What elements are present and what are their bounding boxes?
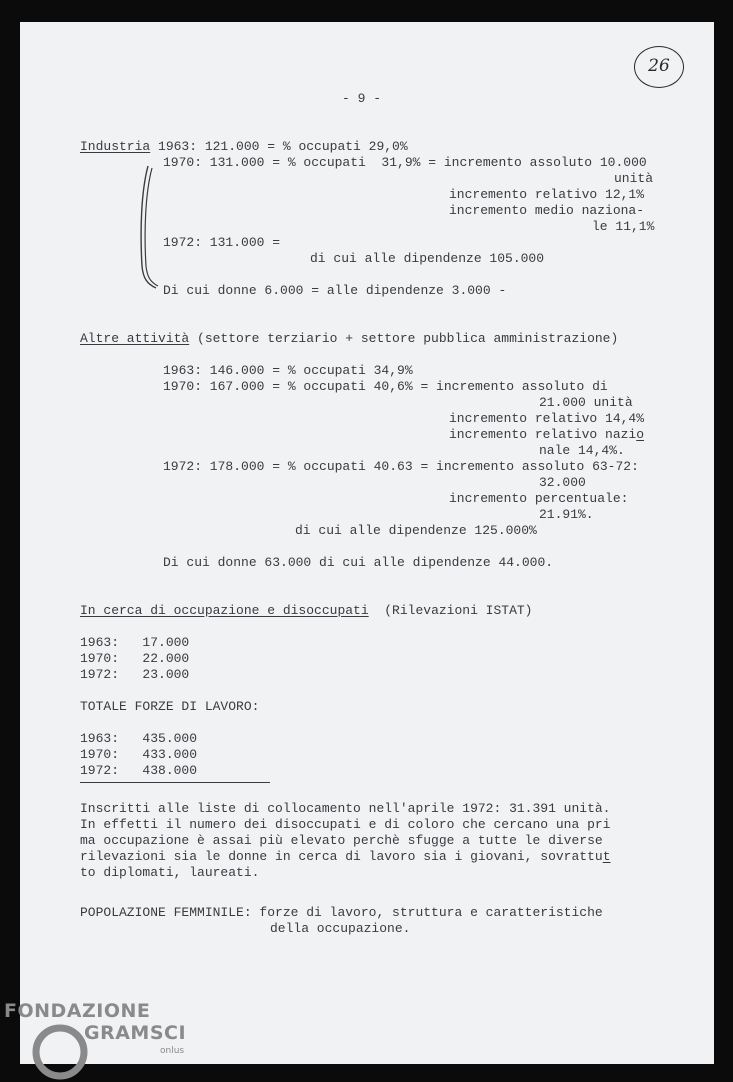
altre-nazionale-value: nale 14,4%. <box>539 443 625 458</box>
archive-stamp: 26 <box>634 46 684 88</box>
ricerca-heading <box>80 603 532 619</box>
ricerca-row: 1970: 22.000 <box>80 651 190 666</box>
altre-donne: Di cui donne 63.000 di cui alle dipendenze 44.000. <box>163 555 554 570</box>
paragraph-line-4: rilevazioni sia le donne in cerca di lavoro sia i giovani, sovrattut <box>80 849 611 864</box>
industria-label: Industria <box>80 139 151 154</box>
industria-incremento-medio: incremento medio naziona- <box>449 203 645 218</box>
ricerca-label: In cerca di occupazione e disoccupati <box>80 603 369 618</box>
altre-label: Altre attività <box>80 331 190 346</box>
altre-1972: 1972: 178.000 = % occupati 40.63 = incremento assoluto 63-72: <box>163 459 639 474</box>
totale-row: 1972: 438.000 <box>80 763 198 778</box>
paragraph-line-3: ma occupazione è assai più elevato perchè sfugge a tutte le diverse <box>80 833 603 848</box>
altre-subtitle: (settore terziario + settore pubblica amministrazione) <box>189 331 619 346</box>
ricerca-source: (Rilevazioni ISTAT) <box>368 603 533 618</box>
totale-row: 1970: 433.000 <box>80 747 198 762</box>
paragraph-line-2: In effetti il numero dei disoccupati e di coloro che cercano una pri <box>80 817 611 832</box>
section-divider <box>80 782 270 783</box>
altre-unita: 21.000 unità <box>539 395 633 410</box>
ricerca-row: 1963: 17.000 <box>80 635 190 650</box>
industria-1972: 1972: 131.000 = <box>163 235 281 250</box>
popolazione-line-2: della occupazione. <box>270 921 411 936</box>
page-number: - 9 - <box>342 91 382 106</box>
handwritten-brace-mark <box>132 162 162 292</box>
industria-dipendenze: di cui alle dipendenze 105.000 <box>310 251 545 266</box>
popolazione-line-1: POPOLAZIONE FEMMINILE: forze di lavoro, struttura e caratteristiche <box>80 905 603 920</box>
altre-heading <box>80 331 618 347</box>
altre-incremento-percentuale: incremento percentuale: <box>449 491 629 506</box>
document-page <box>20 22 714 1064</box>
totale-row: 1963: 435.000 <box>80 731 198 746</box>
industria-1970: 1970: 131.000 = % occupati 31,9% = incremento assoluto 10.000 <box>163 155 647 170</box>
industria-donne: Di cui donne 6.000 = alle dipendenze 3.000 - <box>163 283 507 298</box>
altre-1970: 1970: 167.000 = % occupati 40,6% = incremento assoluto di <box>163 379 608 394</box>
altre-assoluto-value: 32.000 <box>539 475 586 490</box>
watermark-line-2: GRAMSCI <box>84 1022 187 1044</box>
paragraph-line-5: to diplomati, laureati. <box>80 865 260 880</box>
altre-1963: 1963: 146.000 = % occupati 34,9% <box>163 363 413 378</box>
gramsci-logo-icon <box>30 1022 90 1082</box>
industria-incremento-relativo: incremento relativo 12,1% <box>449 187 645 202</box>
watermark-onlus: onlus <box>160 1046 185 1056</box>
altre-incremento-relativo: incremento relativo 14,4% <box>449 411 645 426</box>
watermark-line-1: FONDAZIONE <box>4 1000 151 1022</box>
fondazione-gramsci-watermark <box>2 1000 192 1080</box>
ricerca-row: 1972: 23.000 <box>80 667 190 682</box>
industria-unita: unità <box>614 171 654 186</box>
industria-line-1 <box>80 139 408 155</box>
industria-1963: 1963: 121.000 = % occupati 29,0% <box>150 139 408 154</box>
totale-heading: TOTALE FORZE DI LAVORO: <box>80 699 260 714</box>
altre-percentuale-value: 21.91%. <box>539 507 594 522</box>
altre-dipendenze: di cui alle dipendenze 125.000% <box>295 523 537 538</box>
altre-incremento-nazionale: incremento relativo nazio <box>449 427 645 442</box>
industria-nazionale: le 11,1% <box>592 219 655 234</box>
paragraph-line-1: Inscritti alle liste di collocamento nell'aprile 1972: 31.391 unità. <box>80 801 611 816</box>
